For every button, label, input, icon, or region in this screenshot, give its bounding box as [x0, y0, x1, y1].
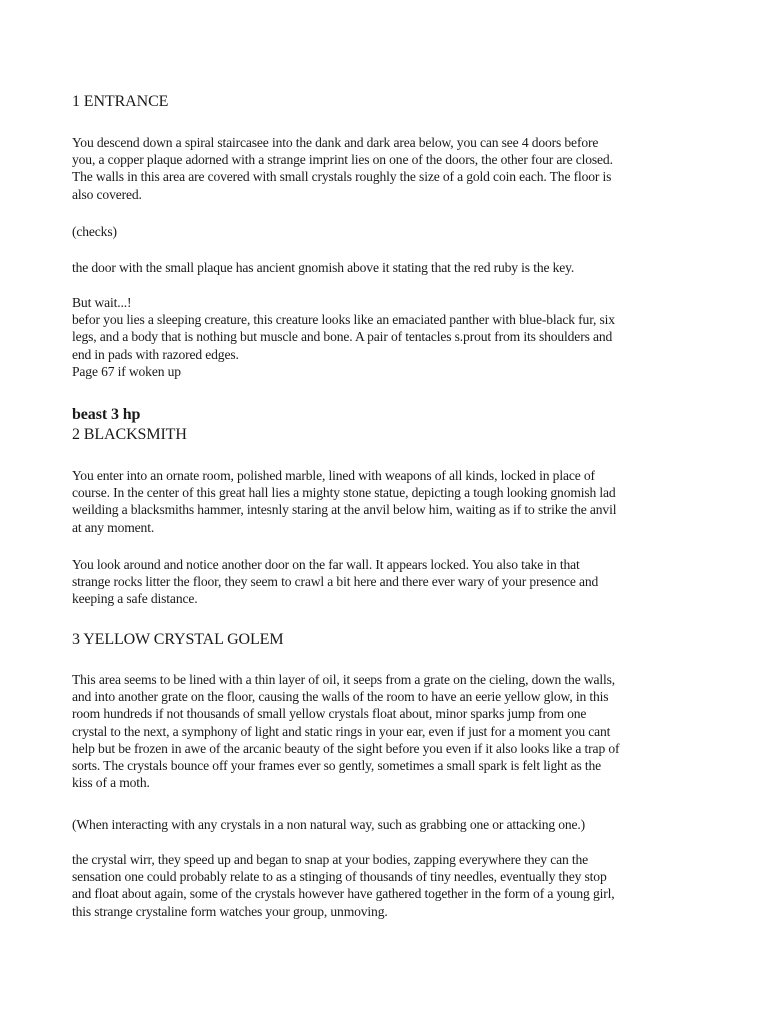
- section-heading-entrance: 1 ENTRANCE: [72, 93, 169, 110]
- paragraph: the door with the small plaque has ancient gnomish above it stating that the red ruby is the key.: [72, 260, 575, 275]
- section-heading-yellow-crystal-golem: 3 YELLOW CRYSTAL GOLEM: [72, 631, 284, 648]
- beast-hp-label: beast 3 hp: [72, 406, 141, 423]
- paragraph: (checks): [72, 224, 117, 239]
- paragraph: But wait...! befor you lies a sleeping creature, this creature looks like an emaciated panther with blue-black fur, six legs, and a body that is nothing but muscle and bone. A pair of tentacles s.prout from its shoulders and end in pads with razored edges. Page 67 if woken up: [72, 295, 615, 379]
- paragraph: You descend down a spiral staircasee into the dank and dark area below, you can see 4 doors before you, a copper plaque adorned with a strange imprint lies on one of the doors, the other four are closed. The walls in this area are covered with small crystals roughly the size of a gold coin each. The floor is also covered.: [72, 135, 613, 202]
- paragraph: You enter into an ornate room, polished marble, lined with weapons of all kinds, locked in place of course. In the center of this great hall lies a mighty stone statue, depicting a tough looking gnomish lad weilding a blacksmiths hammer, intesnly staring at the anvil below him, waiting as if to strike the anvil at any moment.: [72, 468, 617, 535]
- paragraph: You look around and notice another door on the far wall. It appears locked. You also take in that strange rocks litter the floor, they seem to crawl a bit here and there ever wary of your presence and keeping a safe distance.: [72, 557, 599, 607]
- paragraph: the crystal wirr, they speed up and began to snap at your bodies, zapping everywhere they can the sensation one could probably relate to as a stinging of thousands of tiny needles, eventually they stop and float about again, some of the crystals however have gathered together in the form of a young girl, this strange crystaline form watches your group, unmoving.: [72, 852, 615, 919]
- paragraph: (When interacting with any crystals in a non natural way, such as grabbing one or attacking one.): [72, 817, 586, 832]
- section-heading-blacksmith: 2 BLACKSMITH: [72, 426, 187, 443]
- paragraph: This area seems to be lined with a thin layer of oil, it seeps from a grate on the cieling, down the walls, and into another grate on the floor, causing the walls of the room to have an eerie yellow glow, in this room hundreds if not thousands of small yellow crystals float about, minor sparks jump from one crystal to the next, a symphony of light and static rings in your ear, even if just for a moment you cant help but be frozen in awe of the arcanic beauty of the sight before you even if it also looks like a trap of sorts. The crystals bounce off your frames ever so gently, sometimes a small spark is felt light as the kiss of a moth.: [72, 672, 620, 791]
